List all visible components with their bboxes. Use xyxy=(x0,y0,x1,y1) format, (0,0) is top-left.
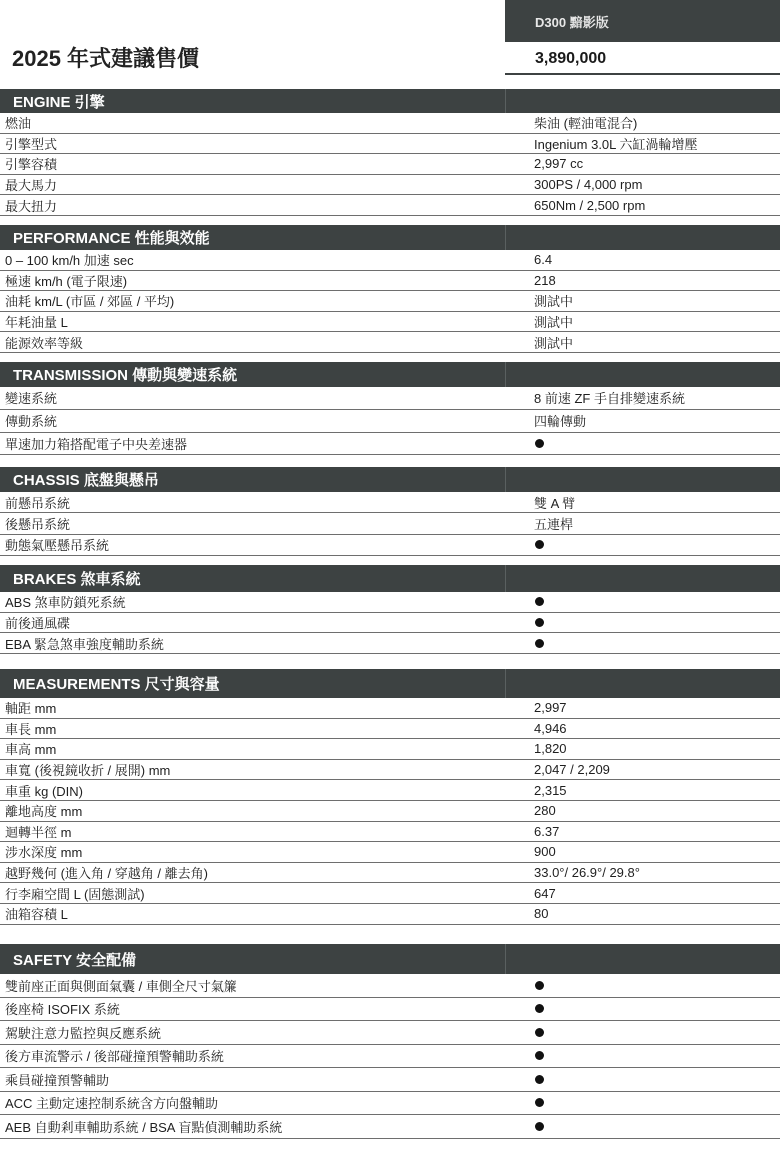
spec-value: 650Nm / 2,500 rpm xyxy=(534,197,646,213)
standard-equipment-dot xyxy=(534,974,544,997)
spec-row xyxy=(0,698,780,719)
spec-label: 行李廂空間 L (固態測試) xyxy=(5,886,145,902)
spec-label: 燃油 xyxy=(5,116,32,132)
spec-label: 單速加力箱搭配電子中央差速器 xyxy=(5,436,188,452)
spec-label: 車重 kg (DIN) xyxy=(5,783,84,799)
spec-label: 駕駛注意力監控與反應系統 xyxy=(5,1025,162,1041)
spec-value: 測試中 xyxy=(534,335,574,351)
spec-label: 雙前座正面與側面氣囊 / 車側全尺寸氣簾 xyxy=(5,978,237,994)
spec-value: 1,820 xyxy=(534,741,567,757)
spec-label: 年耗油量 L xyxy=(5,315,68,331)
spec-row xyxy=(0,250,780,271)
spec-row xyxy=(0,1045,780,1069)
spec-row xyxy=(0,410,780,433)
filled-dot-icon xyxy=(535,439,544,448)
spec-value: 2,047 / 2,209 xyxy=(534,762,610,778)
section-title: PERFORMANCE 性能與效能 xyxy=(13,230,210,247)
spec-label: 迴轉半徑 m xyxy=(5,824,72,840)
standard-equipment-dot xyxy=(534,535,544,555)
spec-row xyxy=(0,633,780,654)
spec-value: 4,946 xyxy=(534,720,567,736)
spec-label: 油箱容積 L xyxy=(5,907,68,923)
spec-row xyxy=(0,592,780,613)
spec-row xyxy=(0,154,780,175)
model-header xyxy=(505,0,780,42)
spec-row xyxy=(0,492,780,513)
spec-label: 油耗 km/L (市區 / 郊區 / 平均) xyxy=(5,294,175,310)
spec-label: 後座椅 ISOFIX 系統 xyxy=(5,1002,120,1018)
spec-label: 引擎容積 xyxy=(5,157,58,173)
spec-row xyxy=(0,332,780,353)
spec-row xyxy=(0,175,780,196)
spec-label: EBA 緊急煞車強度輔助系統 xyxy=(5,636,164,652)
spec-row xyxy=(0,312,780,333)
section-header xyxy=(0,89,780,113)
spec-label: 能源效率等級 xyxy=(5,335,84,351)
filled-dot-icon xyxy=(535,1122,544,1131)
spec-label: 車寬 (後視鏡收折 / 展開) mm xyxy=(5,763,171,779)
spec-row xyxy=(0,535,780,556)
spec-value: 8 前速 ZF 手自排變速系統 xyxy=(534,391,685,407)
spec-row xyxy=(0,904,780,925)
filled-dot-icon xyxy=(535,540,544,549)
spec-value: 五連桿 xyxy=(534,516,574,532)
spec-value: 四輪傳動 xyxy=(534,414,587,430)
standard-equipment-dot xyxy=(534,633,544,653)
section-header xyxy=(0,225,780,250)
spec-label: 前懸吊系統 xyxy=(5,495,71,511)
section-header xyxy=(0,565,780,592)
standard-equipment-dot xyxy=(534,1115,544,1138)
spec-label: 前後通風碟 xyxy=(5,616,71,632)
filled-dot-icon xyxy=(535,597,544,606)
spec-row xyxy=(0,780,780,801)
spec-row xyxy=(0,1092,780,1116)
section-header xyxy=(0,362,780,387)
standard-equipment-dot xyxy=(534,613,544,633)
spec-value: 6.4 xyxy=(534,252,553,268)
spec-row xyxy=(0,801,780,822)
filled-dot-icon xyxy=(535,1075,544,1084)
spec-label: ACC 主動定速控制系統含方向盤輔助 xyxy=(5,1096,219,1112)
spec-value: 2,997 cc xyxy=(534,156,584,172)
price-value: 3,890,000 xyxy=(505,42,780,75)
standard-equipment-dot xyxy=(534,1068,544,1091)
spec-value: 900 xyxy=(534,844,556,860)
spec-value: 2,315 xyxy=(534,782,567,798)
standard-equipment-dot xyxy=(534,1092,544,1115)
section-title: MEASUREMENTS 尺寸與容量 xyxy=(13,676,220,693)
spec-row xyxy=(0,1021,780,1045)
section-title: TRANSMISSION 傳動與變速系統 xyxy=(13,367,238,384)
standard-equipment-dot xyxy=(534,998,544,1021)
section-header xyxy=(0,944,780,974)
spec-row xyxy=(0,134,780,155)
spec-value: 280 xyxy=(534,803,556,819)
spec-label: AEB 自動剎車輔助系統 / BSA 盲點偵測輔助系統 xyxy=(5,1119,283,1135)
section-header xyxy=(0,669,780,698)
spec-value: 測試中 xyxy=(534,315,574,331)
spec-row xyxy=(0,1115,780,1139)
spec-label: 後懸吊系統 xyxy=(5,516,71,532)
spec-label: 軸距 mm xyxy=(5,701,57,717)
spec-label: 車高 mm xyxy=(5,742,57,758)
filled-dot-icon xyxy=(535,1098,544,1107)
filled-dot-icon xyxy=(535,1051,544,1060)
spec-row xyxy=(0,739,780,760)
filled-dot-icon xyxy=(535,1004,544,1013)
spec-row xyxy=(0,822,780,843)
spec-label: 傳動系統 xyxy=(5,414,58,430)
spec-label: 引擎型式 xyxy=(5,136,58,152)
standard-equipment-dot xyxy=(534,1045,544,1068)
filled-dot-icon xyxy=(535,981,544,990)
standard-equipment-dot xyxy=(534,592,544,612)
spec-label: 最大馬力 xyxy=(5,178,58,194)
spec-label: 涉水深度 mm xyxy=(5,845,83,861)
section-title: ENGINE 引擎 xyxy=(13,93,105,111)
spec-row xyxy=(0,433,780,456)
filled-dot-icon xyxy=(535,618,544,627)
spec-label: 車長 mm xyxy=(5,721,57,737)
section-title: SAFETY 安全配備 xyxy=(13,951,137,969)
price-label: 2025 年式建議售價 xyxy=(12,46,200,71)
spec-label: 極速 km/h (電子限速) xyxy=(5,273,128,289)
section-title: CHASSIS 底盤與懸吊 xyxy=(13,472,159,489)
spec-value: 6.37 xyxy=(534,823,560,839)
spec-row xyxy=(0,863,780,884)
standard-equipment-dot xyxy=(534,433,544,455)
spec-value: Ingenium 3.0L 六缸渦輪增壓 xyxy=(534,136,698,152)
spec-label: 越野幾何 (進入角 / 穿越角 / 離去角) xyxy=(5,866,208,882)
spec-value: 300PS / 4,000 rpm xyxy=(534,177,643,193)
spec-label: 變速系統 xyxy=(5,391,58,407)
spec-label: 0 – 100 km/h 加速 sec xyxy=(5,253,134,269)
spec-row xyxy=(0,1068,780,1092)
model-name: D300 黯影版 xyxy=(535,14,609,30)
spec-value: 2,997 xyxy=(534,700,567,716)
spec-row xyxy=(0,195,780,216)
spec-value: 雙 A 臂 xyxy=(534,495,576,511)
spec-value: 80 xyxy=(534,906,549,922)
spec-label: 乘員碰撞預警輔助 xyxy=(5,1072,110,1088)
spec-label: 後方車流警示 / 後部碰撞預警輔助系統 xyxy=(5,1049,224,1065)
spec-row xyxy=(0,291,780,312)
spec-row xyxy=(0,113,780,134)
spec-row xyxy=(0,998,780,1022)
spec-row xyxy=(0,883,780,904)
spec-row xyxy=(0,842,780,863)
spec-row xyxy=(0,974,780,998)
spec-value: 33.0°/ 26.9°/ 29.8° xyxy=(534,865,640,881)
spec-value: 測試中 xyxy=(534,294,574,310)
spec-label: 最大扭力 xyxy=(5,198,58,214)
filled-dot-icon xyxy=(535,639,544,648)
spec-row xyxy=(0,387,780,410)
spec-label: 離地高度 mm xyxy=(5,804,83,820)
spec-value: 218 xyxy=(534,272,556,288)
section-title: BRAKES 煞車系統 xyxy=(13,571,141,588)
spec-value: 柴油 (輕油電混合) xyxy=(534,116,638,132)
standard-equipment-dot xyxy=(534,1021,544,1044)
spec-label: 動態氣壓懸吊系統 xyxy=(5,538,110,554)
spec-row xyxy=(0,513,780,534)
spec-row xyxy=(0,613,780,634)
spec-row xyxy=(0,271,780,292)
spec-value: 647 xyxy=(534,885,556,901)
section-header xyxy=(0,467,780,492)
spec-label: ABS 煞車防鎖死系統 xyxy=(5,595,126,611)
filled-dot-icon xyxy=(535,1028,544,1037)
spec-row xyxy=(0,719,780,740)
spec-row xyxy=(0,760,780,781)
